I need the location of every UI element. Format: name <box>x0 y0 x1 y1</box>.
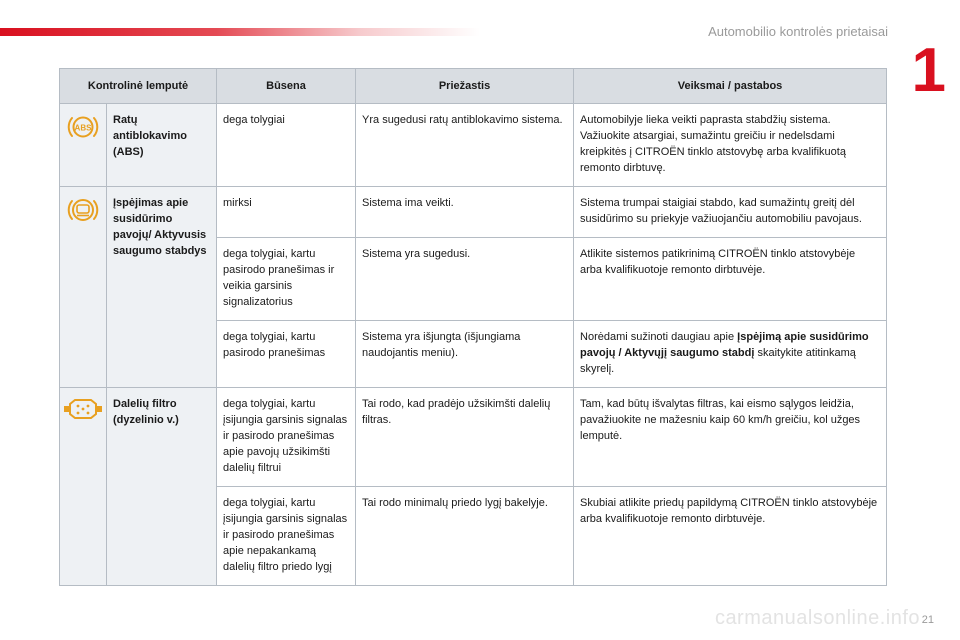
state-cell: mirksi <box>217 187 356 238</box>
state-cell: dega tolygiai, kartu įsijungia garsinis signalas ir pasirodo pranešimas apie pavojų užsikimšti dalelių filtrui <box>217 388 356 487</box>
table-header-row <box>60 69 887 104</box>
state-cell: dega tolygiai, kartu pasirodo pranešimas <box>217 321 356 388</box>
cross-reference: Įspėjimą apie susidūrimo pavojų / Aktyvųjį saugumo stabdį <box>580 331 869 359</box>
page-number: 21 <box>921 614 934 626</box>
cause-cell: Sistema yra sugedusi. <box>356 238 574 321</box>
light-name: Įspėjimas apie susidūrimo pavojų/ Aktyvusis saugumo stabdys <box>107 187 217 388</box>
light-name: Ratų antiblokavimo (ABS) <box>107 104 217 187</box>
action-cell: Skubiai atlikite priedų papildymą CITROËN tinklo atstovybėje arba kvalifikuotoje remonto dirbtuvėje. <box>574 487 887 586</box>
warning-lights-table <box>59 68 887 586</box>
state-cell: dega tolygiai, kartu įsijungia garsinis signalas ir pasirodo pranešimas apie nepakankamą dalelių filtro priedo lygį <box>217 487 356 586</box>
cause-cell: Tai rodo minimalų priedo lygį bakelyje. <box>356 487 574 586</box>
icon-cell <box>60 388 107 586</box>
action-cell: Tam, kad būtų išvalytas filtras, kai eismo sąlygos leidžia, pavažiuokite ne mažesniu kaip 60 km/h greičiu, kol užges lemputė. <box>574 388 887 487</box>
icon-cell <box>60 104 107 187</box>
chapter-number: 1 <box>911 36 946 105</box>
column-header-action: Veiksmai / pastabos <box>574 69 887 104</box>
cause-cell: Yra sugedusi ratų antiblokavimo sistema. <box>356 104 574 187</box>
cause-cell: Tai rodo, kad pradėjo užsikimšti dalelių filtras. <box>356 388 574 487</box>
column-header-cause: Priežastis <box>356 69 574 104</box>
state-cell: dega tolygiai <box>217 104 356 187</box>
state-cell: dega tolygiai, kartu pasirodo pranešimas ir veikia garsinis signalizatorius <box>217 238 356 321</box>
column-header-state: Būsena <box>217 69 356 104</box>
cause-cell: Sistema ima veikti. <box>356 187 574 238</box>
light-name: Dalelių filtro (dyzelinio v.) <box>107 388 217 586</box>
table-row <box>60 187 887 238</box>
icon-cell <box>60 187 107 388</box>
particle-filter-icon <box>63 396 103 427</box>
collision-alert-icon <box>67 195 99 230</box>
column-header-light: Kontrolinė lemputė <box>60 69 217 104</box>
abs-warning-icon <box>67 112 99 147</box>
table-row <box>60 388 887 487</box>
svg-text:ABS: ABS <box>74 123 92 133</box>
action-text: Norėdami sužinoti daugiau apie <box>580 331 738 343</box>
watermark: carmanualsonline.info <box>714 607 920 629</box>
action-text: skaitykite atitinkamą skyrelį. <box>580 347 856 375</box>
cause-cell: Sistema yra išjungta (išjungiama naudojantis meniu). <box>356 321 574 388</box>
action-cell <box>574 321 887 388</box>
action-cell: Automobilyje lieka veikti paprasta stabdžių sistema. Važiuokite atsargiai, sumažintu greičiu ir nedelsdami kreipkitės į CITROËN tinklo atstovybę arba kvalifikuotą remonto dirbtuvę. <box>574 104 887 187</box>
section-title: Automobilio kontrolės prietaisai <box>708 24 888 39</box>
action-cell: Sistema trumpai staigiai stabdo, kad sumažintų greitį dėl susidūrimo su priekyje važiuojančiu automobiliu pavojaus. <box>574 187 887 238</box>
action-cell: Atlikite sistemos patikrinimą CITROËN tinklo atstovybėje arba kvalifikuotoje remonto dirbtuvėje. <box>574 238 887 321</box>
table-row <box>60 104 887 187</box>
header-accent-bar <box>0 28 480 36</box>
